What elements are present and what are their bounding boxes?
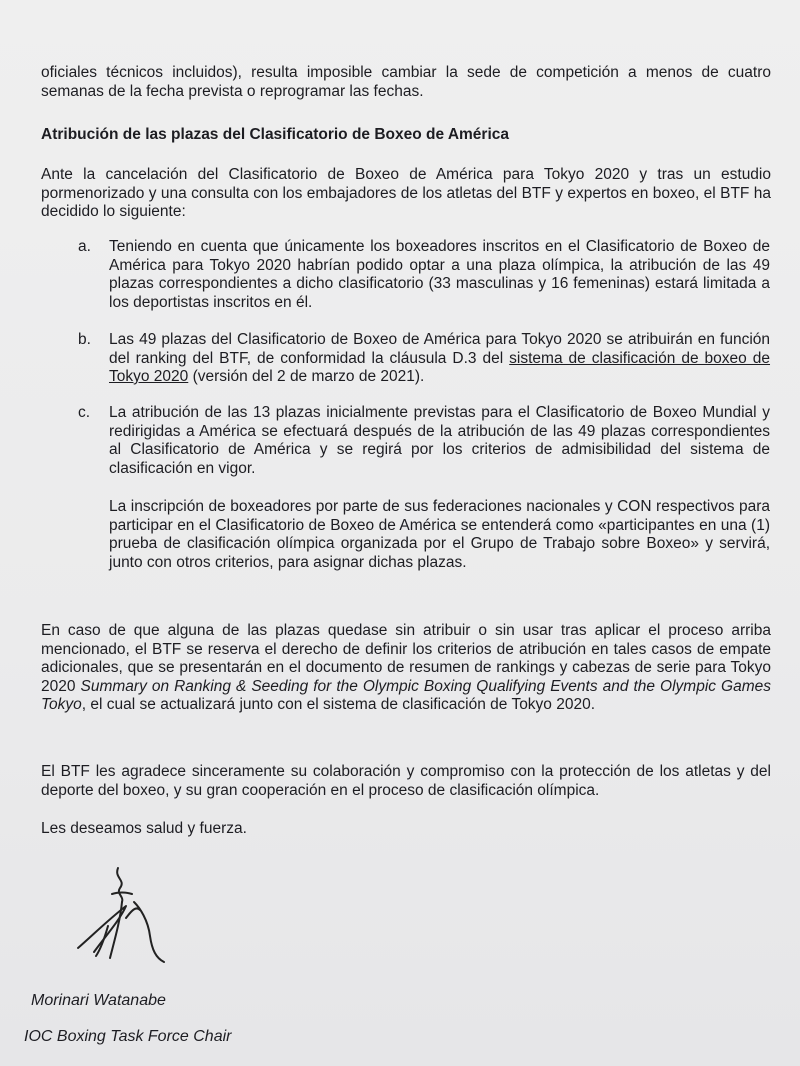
closing-line: Les deseamos salud y fuerza. [41, 820, 247, 837]
paragraph-intro-decision: Ante la cancelación del Clasificatorio de Boxeo de América para Tokyo 2020 y tras un estudio pormenorizado y una consulta con los embajadores de los atletas del BTF y expertos en boxeo, el BTF ha decidido lo siguiente: [41, 166, 771, 220]
signatory-title: IOC Boxing Task Force Chair [24, 1028, 232, 1045]
list-item-text: Teniendo en cuenta que únicamente los boxeadores inscritos en el Clasificatorio de Boxeo de América para Tokyo 2020 habrían podido optar a una plaza olímpica, la atribución de las 49 plazas correspondientes a dicho clasificatorio (33 masculinas y 16 femeninas) estará limitada a los deportistas inscritos en él. [109, 238, 770, 311]
list-item-text-pre: Las 49 plazas del Clasificatorio de Boxeo de América para Tokyo 2020 se atribuirán en función del ranking del BTF, de conformidad la cláusula D.3 del [109, 331, 770, 367]
list-item-b [78, 331, 770, 387]
intro-paragraph: oficiales técnicos incluidos), resulta imposible cambiar la sede de competición a menos de cuatro semanas de la fecha prevista o reprogramar las fechas. [41, 64, 771, 100]
signatory-name: Morinari Watanabe [31, 992, 166, 1009]
paragraph-tie-cases [41, 622, 771, 715]
list-item-text: La atribución de las 13 plazas inicialmente previstas para el Clasificatorio de Boxeo Mundial y redirigidas a América se efectuará después de la atribución de las 49 plazas correspondientes al Clasificatorio de América y se regirá por los criterios de admisibilidad del sistema de clasificación en vigor. [109, 404, 770, 477]
list-marker: a. [78, 238, 91, 255]
section-heading: Atribución de las plazas del Clasificatorio de Boxeo de América [41, 126, 510, 143]
para2-post: , el cual se actualizará junto con el sistema de clasificación de Tokyo 2020. [81, 696, 596, 713]
paragraph-thanks: El BTF les agradece sinceramente su colaboración y compromiso con la protección de los atletas y del deporte del boxeo, y su gran cooperación en el proceso de clasificación olímpica. [41, 763, 771, 799]
list-marker: b. [78, 331, 91, 348]
list-marker: c. [78, 404, 91, 421]
list-item-text [109, 331, 770, 387]
para2-pre: En caso de que alguna de las plazas quedase sin atribuir o sin usar tras aplicar el proceso arriba mencionado, el BTF se reserva el derecho de definir los criterios de atribución en tales casos de empate adicionales, que se presentarán en el documento de resumen de rankings y cabezas de serie para Tokyo 2020 [41, 622, 771, 695]
list-item-c [78, 404, 770, 572]
qualification-system-link[interactable]: sistema de clasificación de boxeo de Tokyo 2020 [109, 349, 771, 385]
list-item-text-continued: La inscripción de boxeadores por parte de sus federaciones nacionales y CON respectivos para participar en el Clasificatorio de Boxeo de América se entenderá como «participantes en una (1) prueba de clasificación olímpica organizada por el Grupo de Trabajo sobre Boxeo» y servirá, junto con otros criterios, para asignar dichas plazas. [109, 498, 770, 571]
summary-document-title: Summary on Ranking & Seeding for the Olympic Boxing Qualifying Events and the Olympic Games Tokyo [41, 677, 771, 713]
handwritten-signature [74, 862, 174, 972]
list-item-text-post: (versión del 2 de marzo de 2021). [188, 368, 425, 385]
list-item-a [78, 238, 770, 312]
